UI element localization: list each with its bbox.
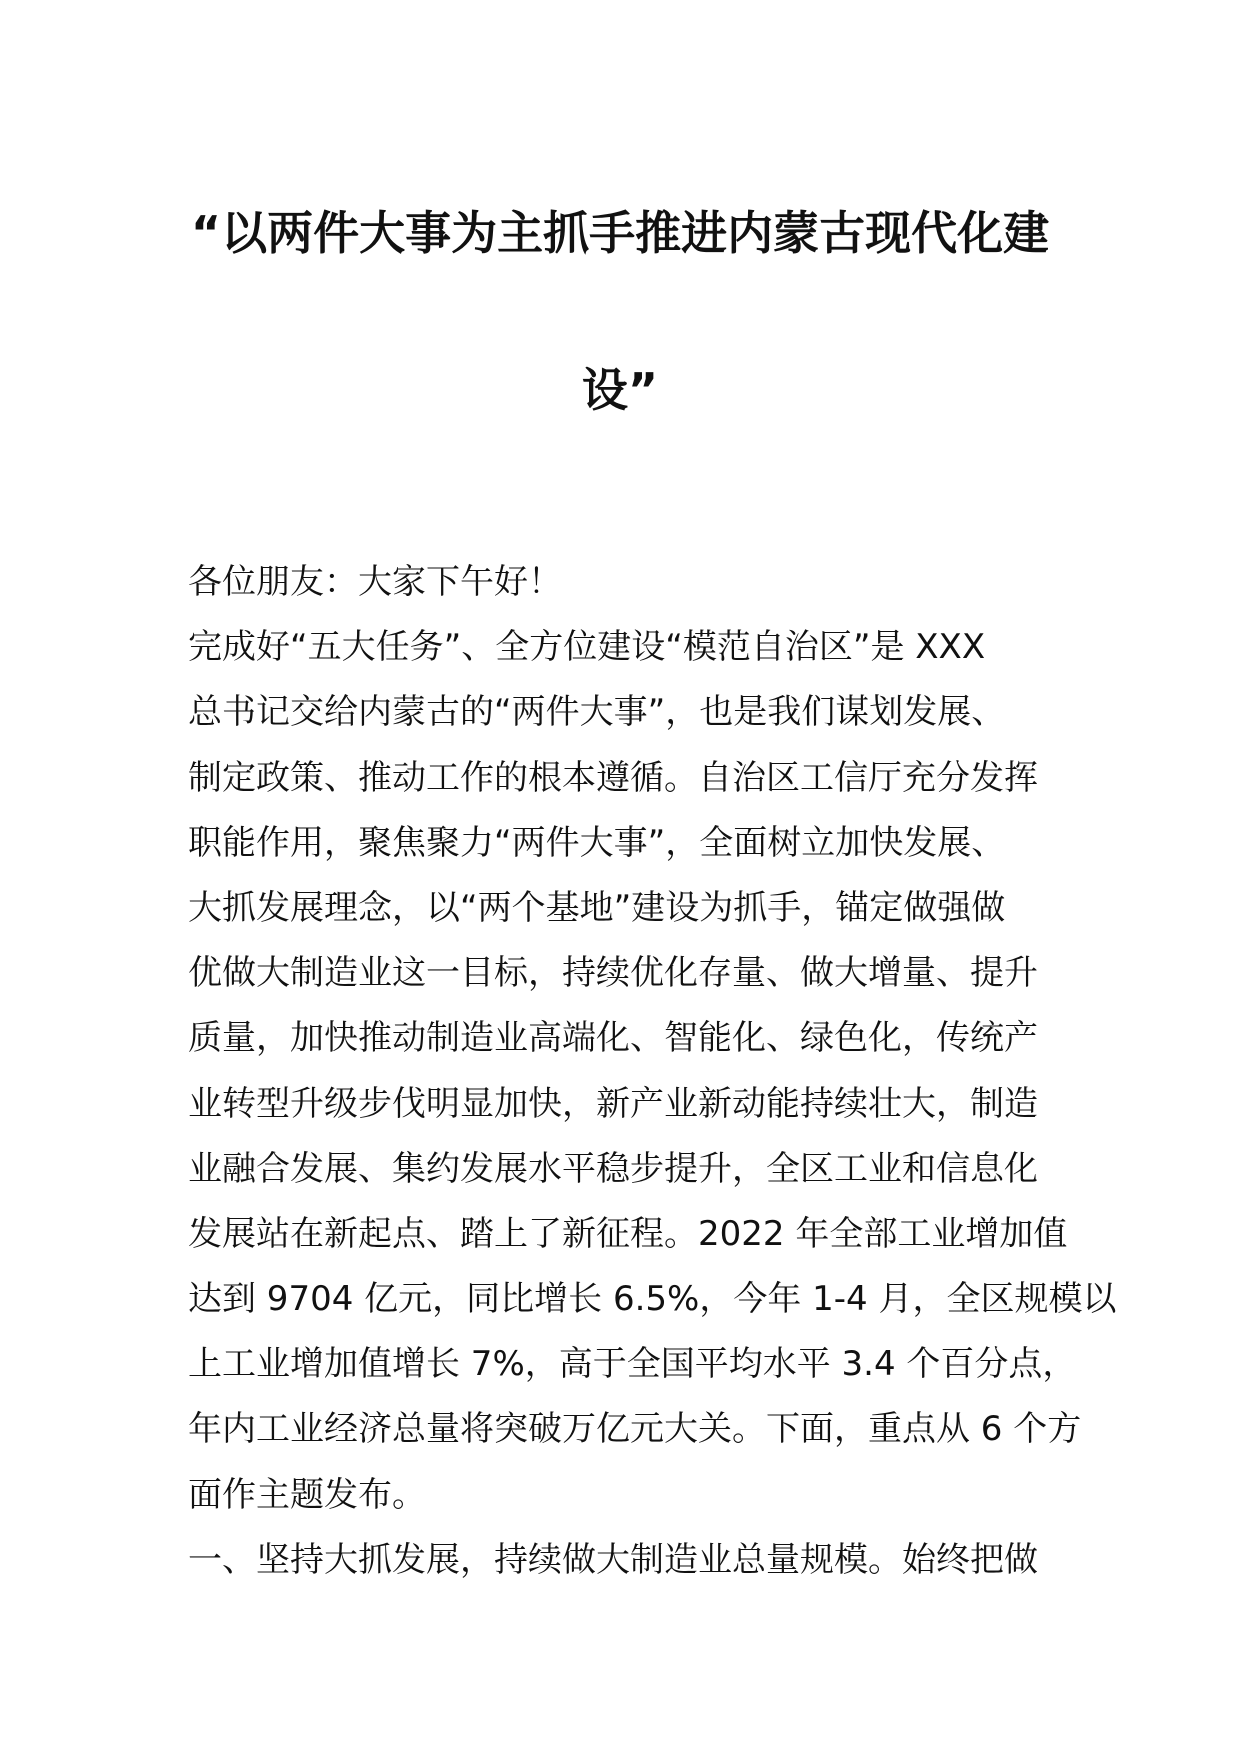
- body-line-11: 发展站在新起点、踏上了新征程。2022 年全部工业增加值: [188, 1213, 1068, 1254]
- body-line-7: 优做大制造业这一目标，持续优化存量、做大增量、提升: [188, 953, 1038, 994]
- body-line-14: 年内工业经济总量将突破万亿元大关。下面，重点从 6 个方: [188, 1409, 1082, 1450]
- document-body: [188, 550, 1117, 1593]
- document-title-line-1: “以两件大事为主抓手推进内蒙古现代化建: [190, 206, 1050, 260]
- body-line-15: 面作主题发布。: [188, 1474, 426, 1515]
- body-line-5: 职能作用，聚焦聚力“两件大事”，全面树立加快发展、: [188, 822, 1006, 863]
- body-line-2: 完成好“五大任务”、全方位建设“模范自治区”是 XXX: [188, 627, 986, 668]
- body-line-12: 达到 9704 亿元，同比增长 6.5%，今年 1-4 月，全区规模以: [188, 1279, 1117, 1320]
- body-line-10: 业融合发展、集约发展水平稳步提升，全区工业和信息化: [188, 1148, 1038, 1189]
- body-line-9: 业转型升级步伐明显加快，新产业新动能持续壮大，制造: [188, 1083, 1038, 1124]
- body-line-3: 总书记交给内蒙古的“两件大事”，也是我们谋划发展、: [188, 692, 1006, 733]
- body-line-1: 各位朋友：大家下午好！: [188, 562, 562, 602]
- body-line-4: 制定政策、推动工作的根本遵循。自治区工信厅充分发挥: [188, 757, 1038, 798]
- body-line-13: 上工业增加值增长 7%，高于全国平均水平 3.4 个百分点，: [188, 1344, 1077, 1385]
- body-line-8: 质量，加快推动制造业高端化、智能化、绿色化，传统产: [188, 1018, 1038, 1059]
- document-title-line-2: 设”: [581, 363, 659, 417]
- body-line-16: 一、坚持大抓发展，持续做大制造业总量规模。始终把做: [188, 1539, 1038, 1580]
- body-line-6: 大抓发展理念，以“两个基地”建设为抓手，锚定做强做: [188, 887, 1006, 928]
